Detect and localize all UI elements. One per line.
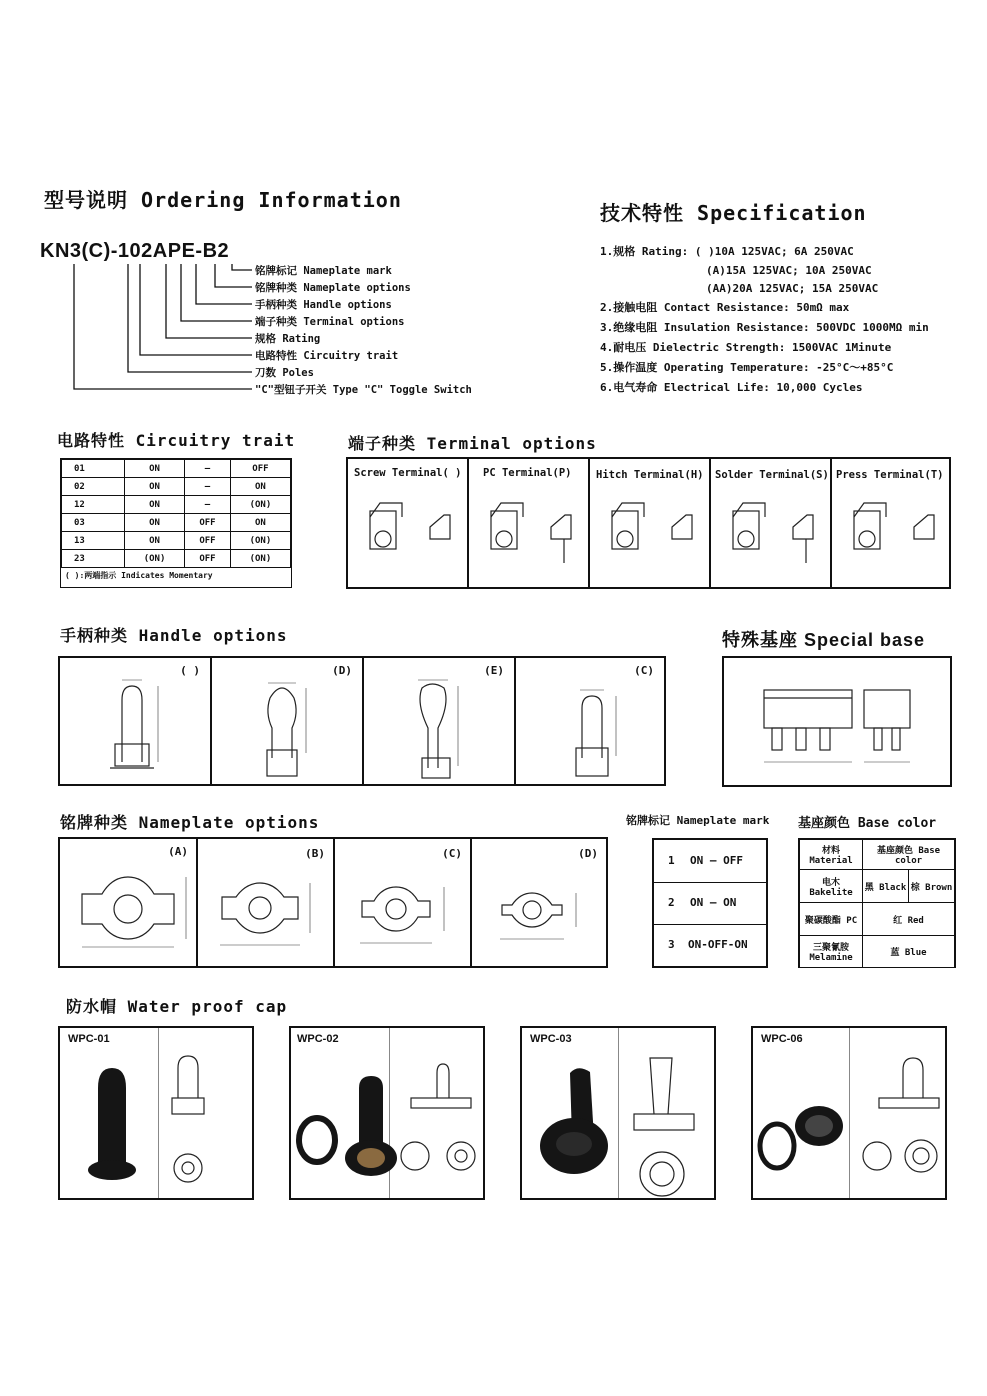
spec-dielectric-strength: 4.耐电压 Dielectric Strength: 1500VAC 1Minute: [600, 341, 892, 354]
ordering-title: 型号说明 Ordering Information: [44, 188, 402, 212]
breakdown-poles: 刀数 Poles: [255, 367, 314, 379]
circuitry-cell: —: [185, 460, 231, 478]
circuitry-row: [62, 514, 291, 532]
terminal-panel: [346, 457, 951, 589]
circuitry-row: [62, 460, 291, 478]
circuitry-cell: 12: [62, 496, 125, 514]
material-bakelite: 电木 Bakelite: [800, 870, 863, 903]
nameplate-mark-row-3: [654, 924, 766, 966]
specification-title: 技术特性 Specification: [600, 201, 867, 225]
wpc-02-label: WPC-02: [297, 1033, 339, 1045]
circuitry-cell: ON: [125, 532, 185, 550]
circuitry-cell: ON: [125, 478, 185, 496]
base-color-header-material: 材料 Material: [800, 840, 863, 870]
nameplate-c-label: (C): [442, 847, 462, 860]
circuitry-table-frame: [60, 458, 292, 588]
wpc-02-panel: [289, 1026, 485, 1200]
circuitry-row: [62, 532, 291, 550]
special-base-drawing: [724, 658, 954, 789]
spec-rating-2: (A)15A 125VAC; 10A 250VAC: [706, 264, 872, 277]
breakdown-terminal-options: 端子种类 Terminal options: [255, 316, 405, 328]
special-base-title: 特殊基座 Special base: [722, 630, 926, 650]
base-color-table-frame: [798, 838, 956, 968]
circuitry-cell: 03: [62, 514, 125, 532]
waterproof-title: 防水帽 Water proof cap: [66, 997, 288, 1016]
circuitry-table: [61, 459, 291, 568]
circuitry-cell: —: [185, 496, 231, 514]
spec-insulation-resistance: 3.绝缘电阻 Insulation Resistance: 500VDC 1000MΩ min: [600, 321, 929, 334]
spec-rating-1: 1.规格 Rating: ( )10A 125VAC; 6A 250VAC: [600, 245, 854, 258]
specification-list: [600, 242, 929, 398]
wpc-01-panel: [58, 1026, 254, 1200]
nameplate-mark-row-1: [654, 840, 766, 883]
mark-text-3: ON-OFF-ON: [688, 938, 748, 951]
handle-d-label: (D): [332, 664, 352, 677]
mark-text-1: ON — OFF: [690, 854, 743, 867]
breakdown-nameplate-options: 铭牌种类 Nameplate options: [255, 282, 411, 294]
nameplate-b-label: (B): [305, 847, 325, 860]
circuitry-row: [62, 550, 291, 568]
breakdown-nameplate-mark: 铭牌标记 Nameplate mark: [255, 265, 392, 277]
terminal-hitch-label: Hitch Terminal(H): [596, 469, 704, 481]
mark-num-3: 3: [668, 938, 675, 951]
special-base-panel: [722, 656, 952, 787]
circuitry-cell: ON: [230, 478, 290, 496]
terminal-press-label: Press Terminal(T): [836, 469, 944, 481]
nameplate-mark-row-2: [654, 882, 766, 925]
circuitry-note: ( ):两端指示 Indicates Momentary: [65, 571, 213, 580]
circuitry-cell: 23: [62, 550, 125, 568]
circuitry-cell: 02: [62, 478, 125, 496]
breakdown-type: "C"型钮子开关 Type "C" Toggle Switch: [255, 384, 472, 396]
circuitry-cell: (ON): [230, 532, 290, 550]
terminal-solder-label: Solder Terminal(S): [715, 469, 829, 481]
circuitry-cell: 01: [62, 460, 125, 478]
mark-text-2: ON — ON: [690, 896, 737, 909]
wpc-06-panel: [751, 1026, 947, 1200]
circuitry-cell: OFF: [185, 532, 231, 550]
circuitry-cell: —: [185, 478, 231, 496]
nameplate-d-label: (D): [578, 847, 598, 860]
wpc-06-label: WPC-06: [761, 1033, 803, 1045]
breakdown-handle-options: 手柄种类 Handle options: [255, 299, 392, 311]
color-red: 红 Red: [863, 903, 955, 936]
base-color-header-color: 基座颜色 Base color: [863, 840, 955, 870]
nameplate-mark-panel: [652, 838, 768, 968]
color-brown: 棕 Brown: [908, 870, 954, 903]
nameplate-mark-title: 铭牌标记 Nameplate mark: [626, 814, 770, 827]
handle-e-label: (E): [484, 664, 504, 677]
handle-title: 手柄种类 Handle options: [60, 626, 288, 645]
spec-rating-3: (AA)20A 125VAC; 15A 250VAC: [706, 282, 879, 295]
handle-c-label: (C): [634, 664, 654, 677]
circuitry-cell: ON: [230, 514, 290, 532]
terminal-drawings: [348, 459, 953, 591]
circuitry-cell: OFF: [185, 550, 231, 568]
color-black: 黑 Black: [863, 870, 909, 903]
spec-operating-temperature: 5.操作温度 Operating Temperature: -25°C～+85°C: [600, 361, 894, 374]
material-melamine: 三聚氰胺 Melamine: [800, 936, 863, 968]
terminal-title: 端子种类 Terminal options: [348, 434, 597, 453]
breakdown-rating: 规格 Rating: [255, 333, 321, 345]
wpc-02-drawing: [291, 1028, 487, 1202]
terminal-pc-label: PC Terminal(P): [483, 467, 572, 479]
circuitry-cell: ON: [125, 460, 185, 478]
circuitry-cell: (ON): [230, 550, 290, 568]
wpc-06-drawing: [753, 1028, 949, 1202]
handle-panel: [58, 656, 666, 786]
nameplate-drawings: [60, 839, 610, 970]
nameplate-panel: [58, 837, 608, 968]
material-pc: 聚碳酸酯 PC: [800, 903, 863, 936]
circuitry-cell: OFF: [230, 460, 290, 478]
circuitry-cell: (ON): [125, 550, 185, 568]
model-code: KN3(C)-102APE-B2: [40, 240, 230, 262]
handle-drawings: [60, 658, 668, 788]
base-color-table: [799, 839, 955, 968]
spec-contact-resistance: 2.接触电阻 Contact Resistance: 50mΩ max: [600, 301, 850, 314]
circuitry-row: [62, 496, 291, 514]
wpc-01-drawing: [60, 1028, 256, 1202]
mark-num-1: 1: [668, 854, 675, 867]
color-blue: 蓝 Blue: [863, 936, 955, 968]
base-color-title: 基座颜色 Base color: [798, 816, 937, 831]
circuitry-cell: (ON): [230, 496, 290, 514]
circuitry-cell: 13: [62, 532, 125, 550]
circuitry-title: 电路特性 Circuitry trait: [57, 431, 296, 450]
nameplate-a-label: (A): [168, 845, 188, 858]
circuitry-row: [62, 478, 291, 496]
terminal-screw-label: Screw Terminal( ): [354, 467, 462, 479]
wpc-03-label: WPC-03: [530, 1033, 572, 1045]
breakdown-circuitry: 电路特性 Circuitry trait: [255, 350, 399, 362]
wpc-01-label: WPC-01: [68, 1033, 110, 1045]
model-code-breakdown: [255, 263, 472, 399]
circuitry-cell: OFF: [185, 514, 231, 532]
circuitry-cell: ON: [125, 514, 185, 532]
mark-num-2: 2: [668, 896, 675, 909]
nameplate-title: 铭牌种类 Nameplate options: [60, 813, 320, 832]
spec-electrical-life: 6.电气寿命 Electrical Life: 10,000 Cycles: [600, 381, 863, 394]
circuitry-cell: ON: [125, 496, 185, 514]
wpc-03-drawing: [522, 1028, 718, 1202]
wpc-03-panel: [520, 1026, 716, 1200]
handle-standard-label: ( ): [180, 664, 200, 677]
